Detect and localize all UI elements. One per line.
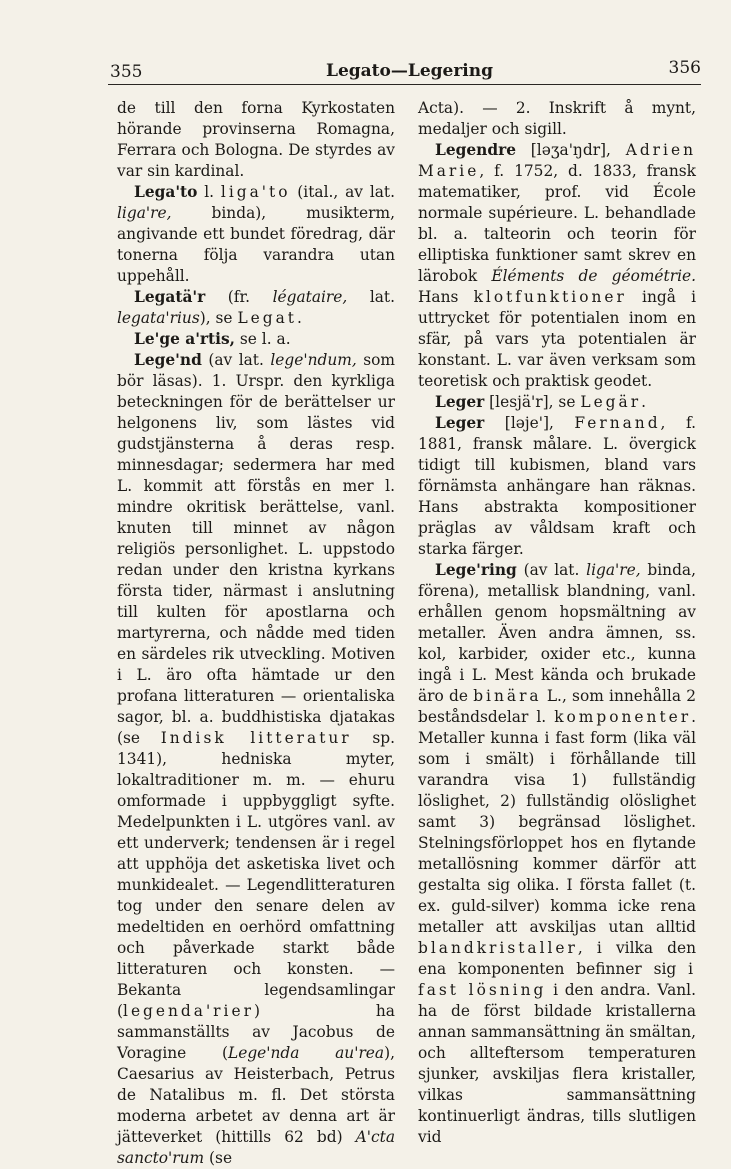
entry-text: binda), musikterm, angivande ett bundet föredrag, där tonerna följa varandra utan uppehåll. xyxy=(117,204,395,285)
headword: Leger xyxy=(435,393,485,411)
right-column xyxy=(418,98,696,1148)
headword: Lega'to xyxy=(134,183,198,201)
entry-text: ingå i uttrycket för potentialen inom en sfär, på vars yta potentialen är konstant. L. var även verksam som teoretisk och praktisk geodet. xyxy=(418,288,696,390)
italic-term: legata'rius xyxy=(117,309,200,327)
entry-text: binda, förena), metallisk blandning, vanl. erhållen genom hopsmältning av metaller. Även andra ämnen, ss. kol, karbider, oxider etc., kunna ingå i L. Mest kända och brukade äro de xyxy=(418,561,696,705)
spaced-term: liga'to xyxy=(220,183,291,201)
entry-leger-1 xyxy=(418,392,696,413)
entry-text: i den andra. Vanl. ha de först bildade kristallerna annan sammansättning än smältan, och allteftersom temperaturen sjunker, avskiljas flera kristaller, vilkas sammansättning kontinuerligt ändras, tills slutligen vid xyxy=(418,981,697,1146)
italic-term: liga're, xyxy=(117,204,172,222)
entry-text: sp. 1341), hedniska myter, lokaltraditioner m. m. — ehuru omformade i uppbyggligt syfte. Medelpunkten i L. utgöres vanl. av ett underverk; tendensen är i regel att upphöja det asketiska livet och munkidealet. — Legendlitteraturen tog under den senare delen av medeltiden en oerhörd omfattning och påverkade starkt både litteraturen och konsten. — Bekanta legendsamlingar ( xyxy=(117,729,395,1020)
entry-text: Acta). — 2. Inskrift å mynt, medaljer och sigill. xyxy=(418,99,696,138)
entry-text: (ital., av lat. xyxy=(290,183,395,201)
italic-term: lege'ndum, xyxy=(270,351,357,369)
entry-text: , i vilka den ena komponenten befinner sig xyxy=(418,939,696,978)
headword: Leger xyxy=(435,414,485,432)
spaced-name: Fernand xyxy=(574,414,661,432)
entry-text: . xyxy=(297,309,302,327)
entry-text: L., som innehålla 2 beståndsdelar l. xyxy=(418,687,696,726)
left-column xyxy=(117,98,395,1169)
entry-text: [ləʒa'ŋdr], xyxy=(516,141,626,159)
spaced-term: klotfunktioner xyxy=(473,288,627,306)
spaced-term: komponenter xyxy=(554,708,692,726)
entry-text: [ləje'], xyxy=(484,414,575,432)
italic-term: légataire, xyxy=(272,288,348,306)
headword: Legatä'r xyxy=(134,288,206,306)
entry-text: ) ha sammanställts av Jacobus de Voragine ( xyxy=(117,1002,395,1062)
entry-legato xyxy=(117,182,395,287)
entry-legendre xyxy=(418,140,696,392)
entry-text: (fr. xyxy=(205,288,273,306)
entry-text: , f. 1752, d. 1833, fransk matematiker, prof. vid École normale supérieure. L. behandlade bl. a. talteorin och teorin för elliptiska funktioner samt skrev en lärobok xyxy=(418,162,696,285)
page-header xyxy=(108,50,701,85)
spaced-term: binära xyxy=(473,687,542,705)
entry-text: [lesjä'r], se xyxy=(484,393,581,411)
spaced-term: i fast lösning xyxy=(418,960,696,999)
italic-term: A'cta sancto'rum xyxy=(117,1128,395,1167)
spaced-name: Adrien Marie xyxy=(418,141,696,180)
entry-text: . xyxy=(641,393,646,411)
entry-text: ), Caesarius av Heisterbach, Petrus de Natalibus m. fl. Det största moderna arbetet av denna art är jätteverket (hittills 62 bd) xyxy=(117,1044,395,1146)
italic-term: liga're, xyxy=(586,561,641,579)
entry-text: (se xyxy=(204,1149,233,1167)
cross-reference: Legär xyxy=(580,393,642,411)
entry-text: l. xyxy=(197,183,221,201)
entry-legend xyxy=(117,350,395,1169)
italic-term: Éléments de géométrie. xyxy=(491,267,696,285)
entry-text: , f. 1881, fransk målare. L. övergick tidigt till kubismen, bland vars förnämsta anhängare han räknas. Hans abstrakta kompositioner präglas av våldsam kraft och starka färger. xyxy=(418,414,697,558)
entry-text: se l. a. xyxy=(235,330,291,348)
headword: Lege'ring xyxy=(435,561,517,579)
entry-legatar xyxy=(117,287,395,329)
cross-reference: Indisk litteratur xyxy=(160,729,352,747)
entry-text: Hans xyxy=(418,288,474,306)
cross-reference: Legat xyxy=(237,309,297,327)
headword: Le'ge a'rtis, xyxy=(134,330,236,348)
headword: Lege'nd xyxy=(134,351,202,369)
page-number-right: 356 xyxy=(668,58,701,78)
page-number-left: 355 xyxy=(110,62,143,82)
entry-leger-2 xyxy=(418,413,696,560)
entry-text: (av lat. xyxy=(516,561,587,579)
entry-text: ), se xyxy=(199,309,238,327)
spaced-term: blandkristaller xyxy=(418,939,578,957)
spaced-term: legenda'rier xyxy=(123,1002,254,1020)
headword: Legendre xyxy=(435,141,517,159)
entry-legering xyxy=(418,560,696,1148)
entry-text: de till den forna Kyrkostaten hörande provinserna Romagna, Ferrara och Bologna. De styrdes av var sin kardinal. xyxy=(117,99,395,180)
italic-term: Lege'nda au'rea xyxy=(227,1044,385,1062)
running-title: Legato—Legering xyxy=(326,61,493,81)
entry-text: . Metaller kunna i fast form (lika väl som i smält) i förhållande till varandra visa 1) fullständig löslighet, 2) fullständig olöslighet samt 3) begränsad löslighet. Stelningsförloppet hos en flytande metallösning kommer därför att gestalta sig olika. I första fallet (t. ex. guld-silver) komma icke rena metaller att avskiljas utan alltid xyxy=(418,708,696,936)
entry-continuation xyxy=(117,98,395,182)
entry-text: lat. xyxy=(347,288,395,306)
entry-lege-artis xyxy=(117,329,395,350)
entry-text: (av lat. xyxy=(201,351,271,369)
entry-continuation xyxy=(418,98,696,140)
entry-text: som bör läsas). 1. Urspr. den kyrkliga beteckningen för de berättelser ur helgonens liv, som lästes vid gudstjänsterna å deras resp. minnesdagar; sedermera har med L. kommit att förstås en mer l. mindre okritisk berättelse, vanl. knuten till minnet av någon religiös personlighet. L. uppstodo redan under den kristna kyrkans första tider, närmast i anslutning till kulten för apostlarna och martyrerna, och nådde med tiden en särdeles rik utveckling. Motiven i L. äro ofta hämtade ur den profana litteraturen — orientaliska sagor, bl. a. buddhistiska djatakas (se xyxy=(117,351,395,747)
